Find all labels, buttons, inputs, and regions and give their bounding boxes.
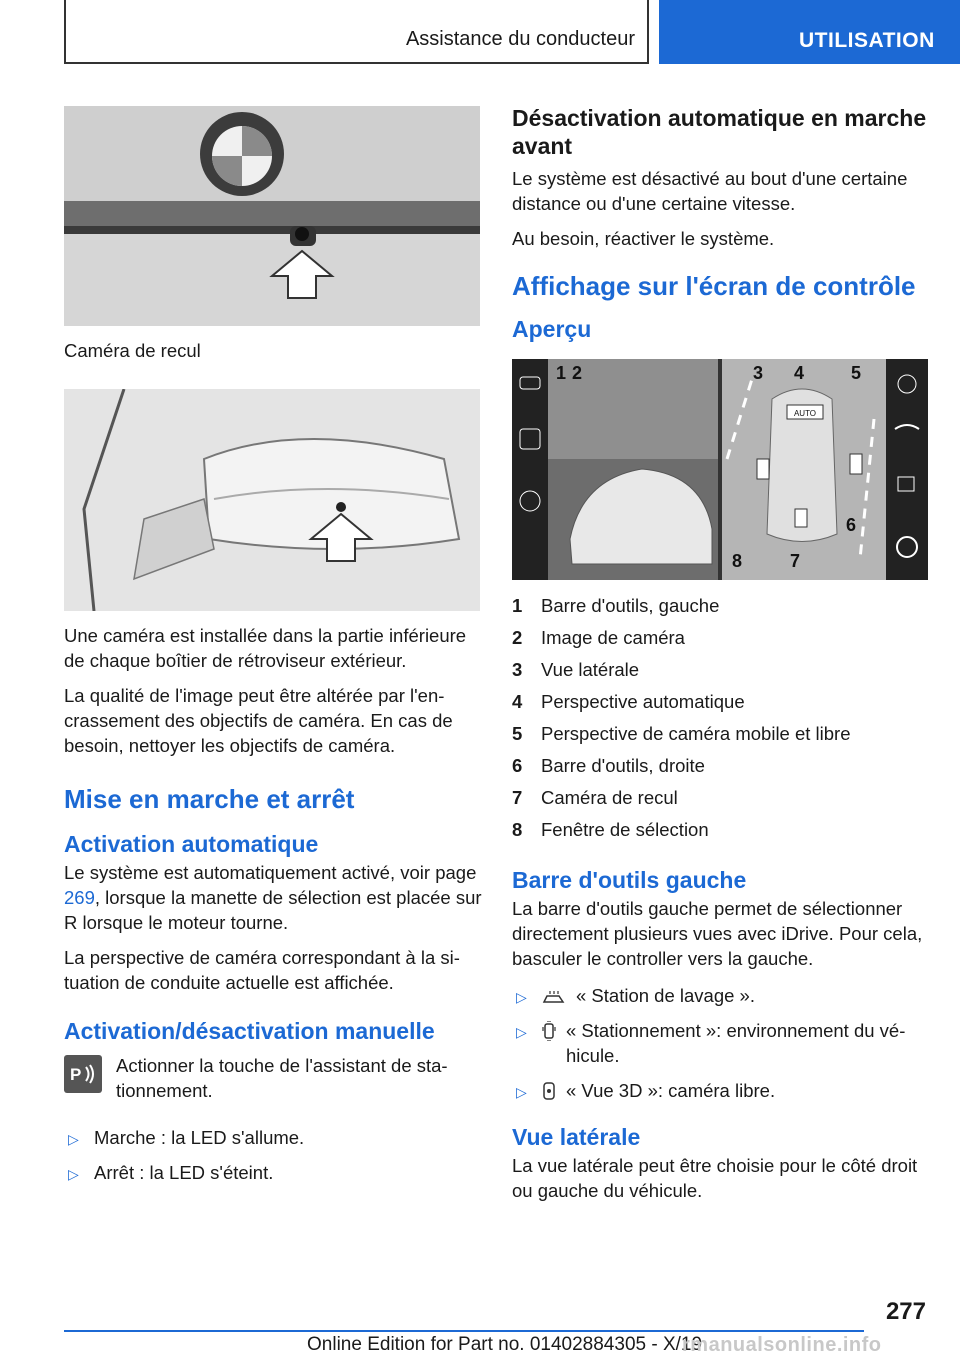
heading-affichage: Affichage sur l'écran de contrôle	[512, 271, 916, 301]
heading-activation-manuelle: Activation/désactivation manuelle	[64, 1018, 435, 1044]
edition-text: Online Edition for Part no. 01402884305 - X/19	[307, 1334, 703, 1355]
screen-label-2: 2	[572, 363, 583, 383]
bullet-led-on	[64, 1125, 482, 1150]
para-desactivation-2: Au besoin, réactiver le système.	[512, 228, 775, 249]
list-number: 6	[512, 755, 523, 776]
manual-instruction	[64, 1053, 482, 1103]
manual-instruction-text: Actionner la touche de l'assistant de stationnement.	[116, 1055, 448, 1101]
triangle-bullet-icon: ▷	[516, 1084, 527, 1100]
park-assist-button-icon	[64, 1055, 102, 1093]
bullet-led-off	[64, 1160, 482, 1185]
bullet-text: Arrêt : la LED s'éteint.	[94, 1162, 274, 1183]
list-item	[512, 814, 928, 846]
chapter-title: UTILISATION	[799, 29, 935, 52]
screen-label-6: 6	[846, 515, 857, 535]
3d-view-icon	[542, 1081, 556, 1101]
mirror-camera-illustration	[64, 389, 480, 611]
list-text: Vue latérale	[541, 659, 640, 680]
heading-mise-en-marche: Mise en marche et arrêt	[64, 784, 355, 814]
list-text: Barre d'outils, droite	[541, 755, 705, 776]
list-item	[512, 782, 928, 814]
list-item	[512, 718, 928, 750]
rear-camera-illustration	[64, 106, 480, 326]
mirror-camera-photo	[64, 389, 480, 611]
heading-activation-automatique: Activation automatique	[64, 831, 319, 857]
list-text: Caméra de recul	[541, 787, 678, 808]
screen-label-3: 3	[753, 363, 764, 383]
list-number: 2	[512, 627, 523, 648]
list-item	[512, 654, 928, 686]
watermark: rmanualsonline.info	[682, 1334, 882, 1356]
list-text: Perspective automatique	[541, 691, 745, 712]
screen-label-4: 4	[794, 363, 805, 383]
bullet-text: « Stationnement »: environnement du véhicule.	[566, 1020, 906, 1066]
list-text: Fenêtre de sélection	[541, 819, 709, 840]
list-number: 8	[512, 819, 523, 840]
triangle-bullet-icon: ▷	[68, 1166, 79, 1182]
right-column	[512, 104, 928, 1203]
page-link-269[interactable]: 269	[64, 887, 95, 908]
heading-barre-outils-gauche: Barre d'outils gauche	[512, 867, 747, 893]
parking-view-icon	[542, 1021, 556, 1041]
rear-camera-photo	[64, 106, 480, 326]
para-lens-cleaning: La qualité de l'image peut être altérée par l'encrassement des objectifs de caméra. En cas de besoin, nettoyer les objectifs de caméra.	[64, 685, 453, 756]
bullet-car-wash	[512, 983, 928, 1008]
section-title: Assistance du conducteur	[405, 28, 635, 50]
screen-label-8: 8	[732, 551, 743, 571]
bullet-3d-view	[512, 1078, 928, 1103]
svg-text:P: P	[70, 1065, 82, 1084]
para-vue-laterale: La vue latérale peut être choisie pour le côté droit ou gauche du véhicule.	[512, 1155, 918, 1201]
screen-label-7: 7	[790, 551, 801, 571]
heading-vue-laterale: Vue latérale	[512, 1124, 641, 1150]
bullet-text: « Station de lavage ».	[576, 985, 755, 1006]
auto-text-post: , lorsque la manette de sélection est placée sur R lorsque le moteur tourne.	[64, 887, 482, 933]
heading-desactivation: Désactivation automatique en marche avant	[512, 105, 927, 159]
list-number: 4	[512, 691, 523, 712]
list-number: 5	[512, 723, 523, 744]
list-text: Perspective de caméra mobile et libre	[541, 723, 851, 744]
auto-badge: AUTO	[793, 409, 817, 418]
car-wash-icon	[542, 987, 566, 1003]
list-item	[512, 750, 928, 782]
list-number: 1	[512, 595, 523, 616]
triangle-bullet-icon: ▷	[516, 989, 527, 1005]
auto-text-pre: Le système est automatiquement activé, voir page	[64, 862, 477, 883]
left-column	[64, 106, 482, 1185]
triangle-bullet-icon: ▷	[68, 1131, 79, 1147]
list-item	[512, 686, 928, 718]
legend-list	[512, 590, 928, 846]
para-auto-activation	[64, 860, 482, 935]
bullet-text: Marche : la LED s'allume.	[94, 1127, 305, 1148]
list-number: 7	[512, 787, 523, 808]
bullet-text: « Vue 3D »: caméra libre.	[566, 1080, 776, 1101]
list-item	[512, 590, 928, 622]
list-number: 3	[512, 659, 523, 680]
para-desactivation-1: Le système est désactivé au bout d'une certaine distance ou d'une certaine vitesse.	[512, 168, 908, 214]
para-barre-outils: La barre d'outils gauche permet de sélectionner directement plusieurs vues avec iDrive. Pour cela, basculer le controller vers la gauche.	[512, 898, 923, 969]
control-display-screenshot	[512, 359, 928, 580]
bullet-parking	[512, 1018, 928, 1068]
heading-apercu: Aperçu	[512, 316, 592, 342]
triangle-bullet-icon: ▷	[516, 1024, 527, 1040]
footer-rule	[64, 1330, 864, 1332]
page-number: 277	[885, 1298, 926, 1325]
list-text: Barre d'outils, gauche	[541, 595, 720, 616]
caption-rear-camera: Caméra de recul	[64, 340, 201, 361]
para-auto-perspective: La perspective de caméra correspondant à la situation de conduite actuelle est affichée.	[64, 947, 460, 993]
screen-label-1: 1	[556, 363, 567, 383]
para-mirror-camera: Une caméra est installée dans la partie inférieure de chaque boîtier de rétroviseur extérieur.	[64, 625, 467, 671]
list-item	[512, 622, 928, 654]
list-text: Image de caméra	[541, 627, 685, 648]
control-display-illustration	[512, 359, 928, 580]
chapter-tab[interactable]	[659, 0, 960, 64]
header-section-box	[64, 0, 649, 64]
screen-label-5: 5	[851, 363, 862, 383]
